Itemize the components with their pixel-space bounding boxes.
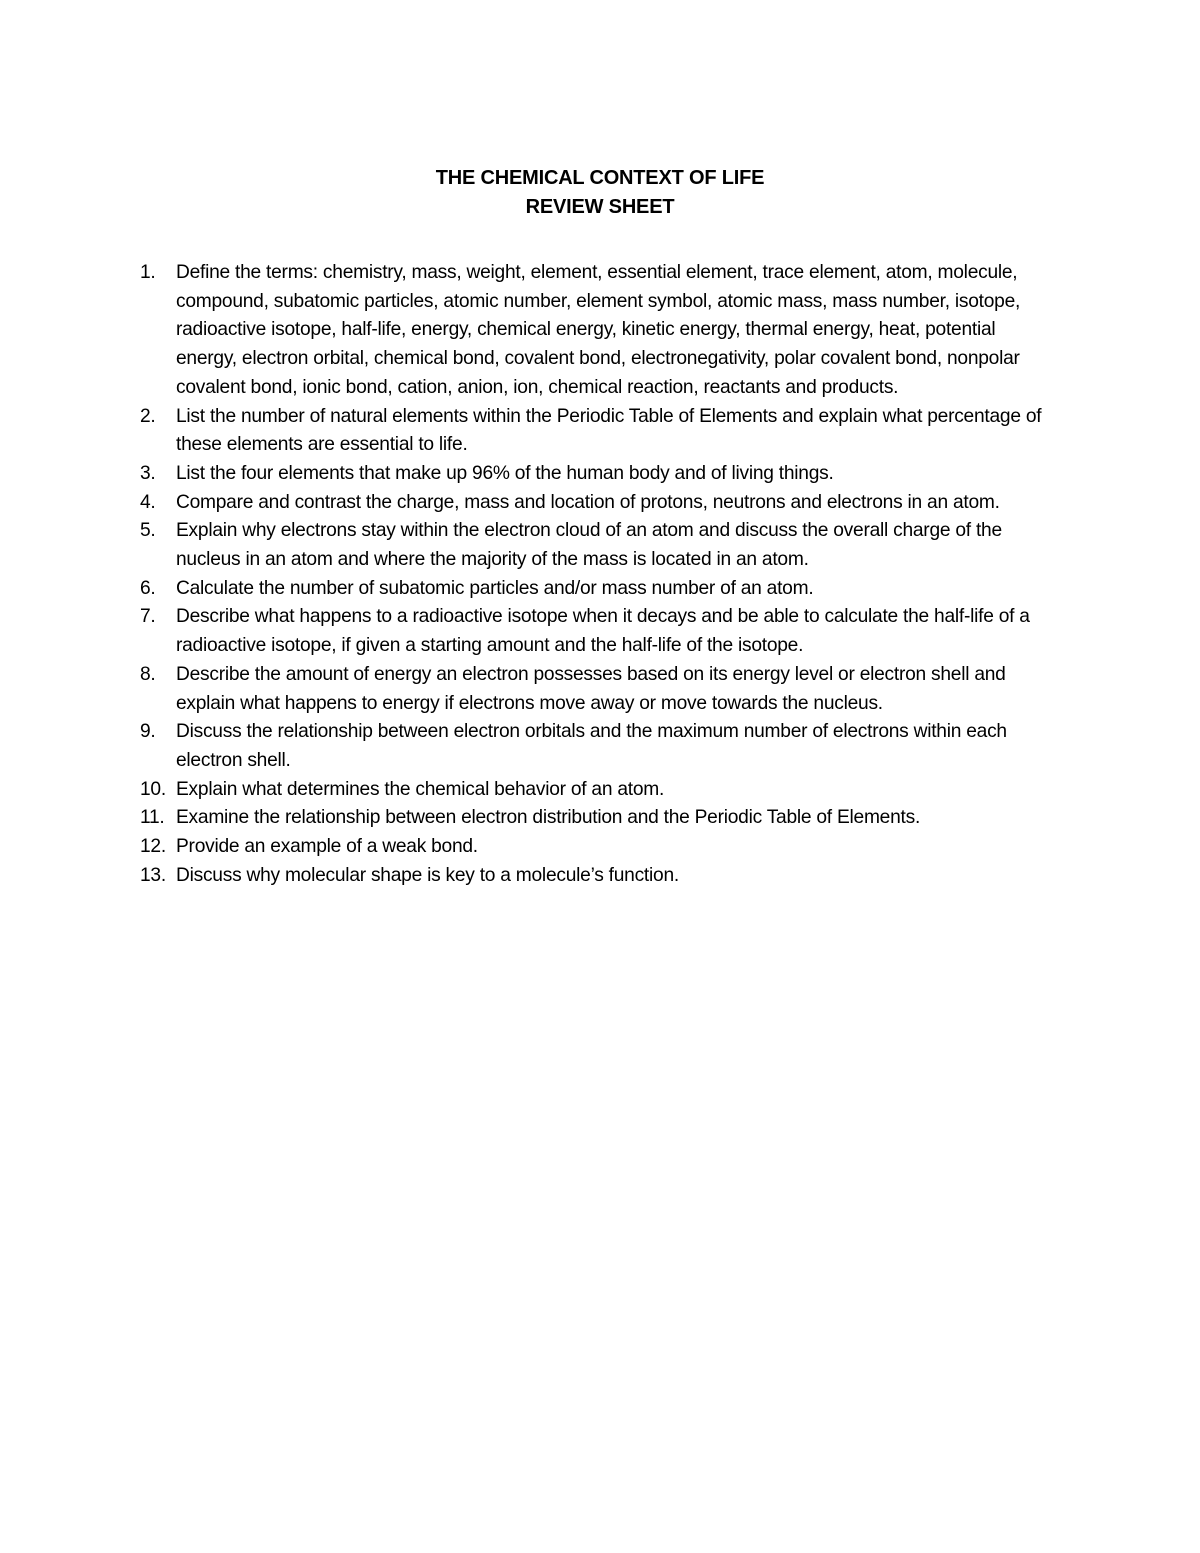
- list-item: [140, 259, 1060, 403]
- item-text: Examine the relationship between electron distribution and the Periodic Table of Elements.: [176, 807, 921, 829]
- item-text: Provide an example of a weak bond.: [176, 836, 478, 858]
- list-item: [140, 661, 1060, 718]
- document-header: [0, 164, 1200, 222]
- list-item: [140, 603, 1060, 660]
- list-item: [140, 833, 1060, 862]
- list-item: [140, 776, 1060, 805]
- item-text: Calculate the number of subatomic particles and/or mass number of an atom.: [176, 577, 814, 599]
- item-number: 5.: [140, 520, 156, 542]
- item-text: List the number of natural elements within the Periodic Table of Elements and explain what percentage of these elements are essential to life.: [176, 405, 1042, 456]
- item-number: 4.: [140, 491, 156, 513]
- list-item: [140, 517, 1060, 574]
- item-text: Discuss why molecular shape is key to a molecule’s function.: [176, 864, 679, 886]
- item-number: 12.: [140, 836, 166, 858]
- item-number: 9.: [140, 721, 156, 743]
- list-item: [140, 718, 1060, 775]
- item-number: 3.: [140, 462, 156, 484]
- document-title: THE CHEMICAL CONTEXT OF LIFE: [435, 167, 765, 189]
- document-subtitle: REVIEW SHEET: [525, 196, 675, 218]
- item-text: List the four elements that make up 96% of the human body and of living things.: [176, 462, 834, 484]
- item-text: Explain why electrons stay within the electron cloud of an atom and discuss the overall charge of the nucleus in an atom and where the majority of the mass is located in an atom.: [176, 520, 1002, 571]
- item-text: Discuss the relationship between electron orbitals and the maximum number of electrons within each electron shell.: [176, 721, 1007, 771]
- item-number: 10.: [140, 778, 166, 800]
- list-item: [140, 862, 1060, 891]
- item-number: 6.: [140, 577, 156, 599]
- item-number: 13.: [140, 864, 166, 886]
- list-item: [140, 804, 1060, 833]
- item-number: 1.: [140, 262, 156, 283]
- list-item: [140, 403, 1060, 460]
- item-text: Describe the amount of energy an electron possesses based on its energy level or electron shell and explain what happens to energy if electrons move away or move towards the nucleus.: [176, 663, 1006, 714]
- item-number: 2.: [140, 405, 156, 427]
- list-item: [140, 489, 1060, 518]
- item-text: Explain what determines the chemical behavior of an atom.: [176, 778, 665, 800]
- list-item: [140, 575, 1060, 604]
- item-text: Describe what happens to a radioactive isotope when it decays and be able to calculate the half-life of a radioactive isotope, if given a starting amount and the half-life of the isotope.: [176, 606, 1030, 657]
- item-text: Define the terms: chemistry, mass, weight, element, essential element, trace element, atom, molecule, compound, subatomic particles, atomic number, element symbol, atomic mass, mass number, isotope, radioactive isotope, half-life, energy, chemical energy, kinetic energy, thermal energy, heat, potential energy, electron orbital, chemical bond, covalent bond, electronegativity, polar covalent bond, nonpolar covalent bond, ionic bond, cation, anion, ion, chemical reaction, reactants and products.: [176, 262, 1021, 398]
- item-text: Compare and contrast the charge, mass and location of protons, neutrons and electrons in an atom.: [176, 491, 1000, 513]
- item-number: 8.: [140, 663, 156, 685]
- item-number: 11.: [140, 807, 165, 829]
- list-item: [140, 460, 1060, 489]
- item-number: 7.: [140, 606, 156, 628]
- review-question-list: [140, 259, 1060, 890]
